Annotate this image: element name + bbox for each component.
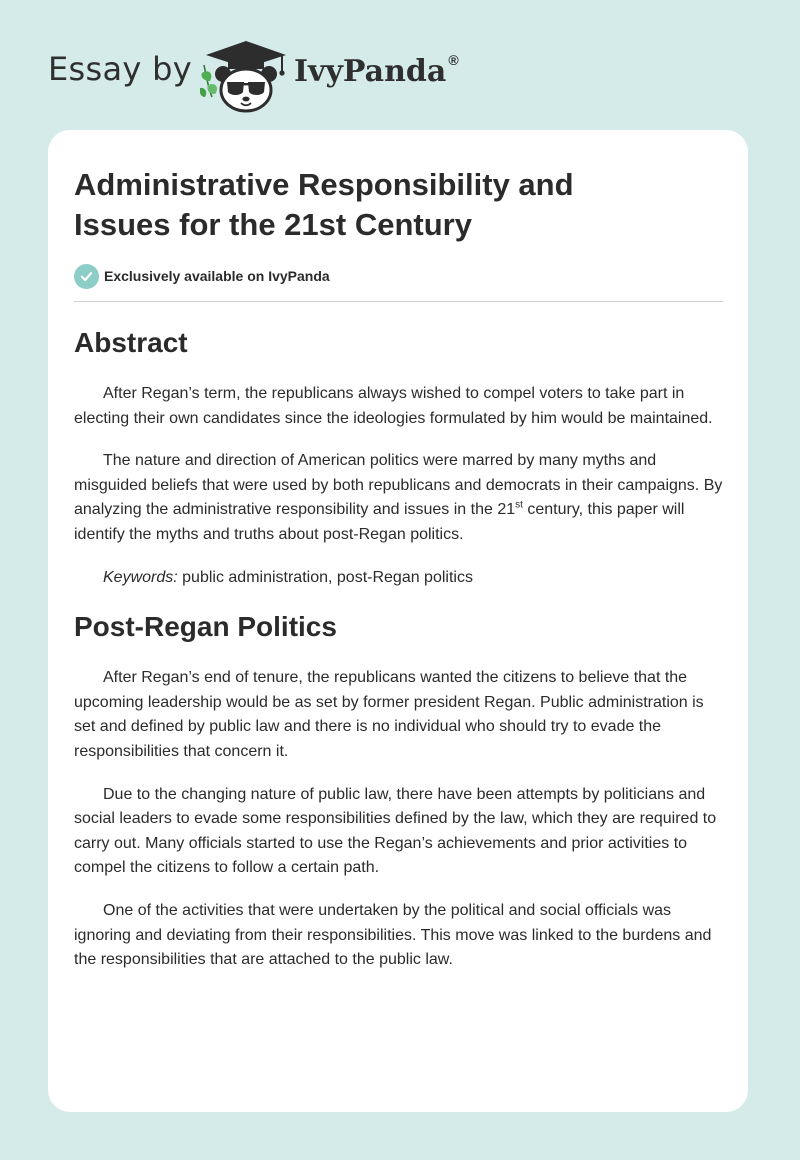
section-heading-post-regan-politics: Post-Regan Politics	[74, 611, 337, 643]
section-heading-abstract: Abstract	[74, 327, 188, 358]
exclusive-badge	[74, 263, 723, 289]
keywords-label: Keywords:	[103, 568, 178, 586]
brand-name: IvyPanda ®	[294, 52, 459, 89]
ivy-leaf-icon	[200, 65, 217, 97]
panda-graduation-cap-icon	[200, 35, 292, 115]
essay-title: Administrative Responsibility and Issues for the 21st Century	[74, 167, 574, 242]
brand-prefix: Essay by	[48, 50, 192, 88]
body-paragraph: Due to the changing nature of public law, there have been attempts by politicians and social leaders to evade some responsibilities defined by the law, which they are required to carry out. Many officials started to use the Regan’s achievements and prior activities to compel the citizens to follow a certain path.	[74, 785, 717, 877]
check-circle-icon	[74, 264, 99, 289]
body-paragraph: After Regan’s end of tenure, the republicans wanted the citizens to believe that the upcoming leadership would be as set by former president Regan. Public administration is set and defined by public law and there is no individual who should try to evade the responsibilities that concern it.	[74, 669, 704, 760]
keywords-line	[74, 566, 723, 591]
title-divider	[74, 301, 723, 302]
ordinal-suffix: st	[515, 500, 523, 512]
keywords-text: public administration, post-Regan politics	[177, 568, 473, 586]
brand-header	[48, 30, 508, 110]
registered-mark: ®	[448, 52, 459, 68]
abstract-paragraph: After Regan’s term, the republicans always wished to compel voters to take part in electing their own candidates since the ideologies formulated by him would be maintained.	[74, 385, 713, 427]
body-paragraph: One of the activities that were undertaken by the political and social officials was ignoring and deviating from their responsibilities. This move was linked to the burdens and the responsibilities that are attached to the public law.	[74, 901, 712, 969]
abstract-paragraph: The nature and direction of American politics were marred by many myths and misguided beliefs that were used by both republicans and democrats in their campaigns. By analyzing the administrative responsibility and issues in the 21st century, this paper will identify the myths and truths about post-Regan politics.	[74, 452, 723, 543]
essay-card	[48, 130, 748, 1112]
exclusive-label: Exclusively available on IvyPanda	[104, 268, 330, 284]
essay-content	[74, 165, 723, 973]
